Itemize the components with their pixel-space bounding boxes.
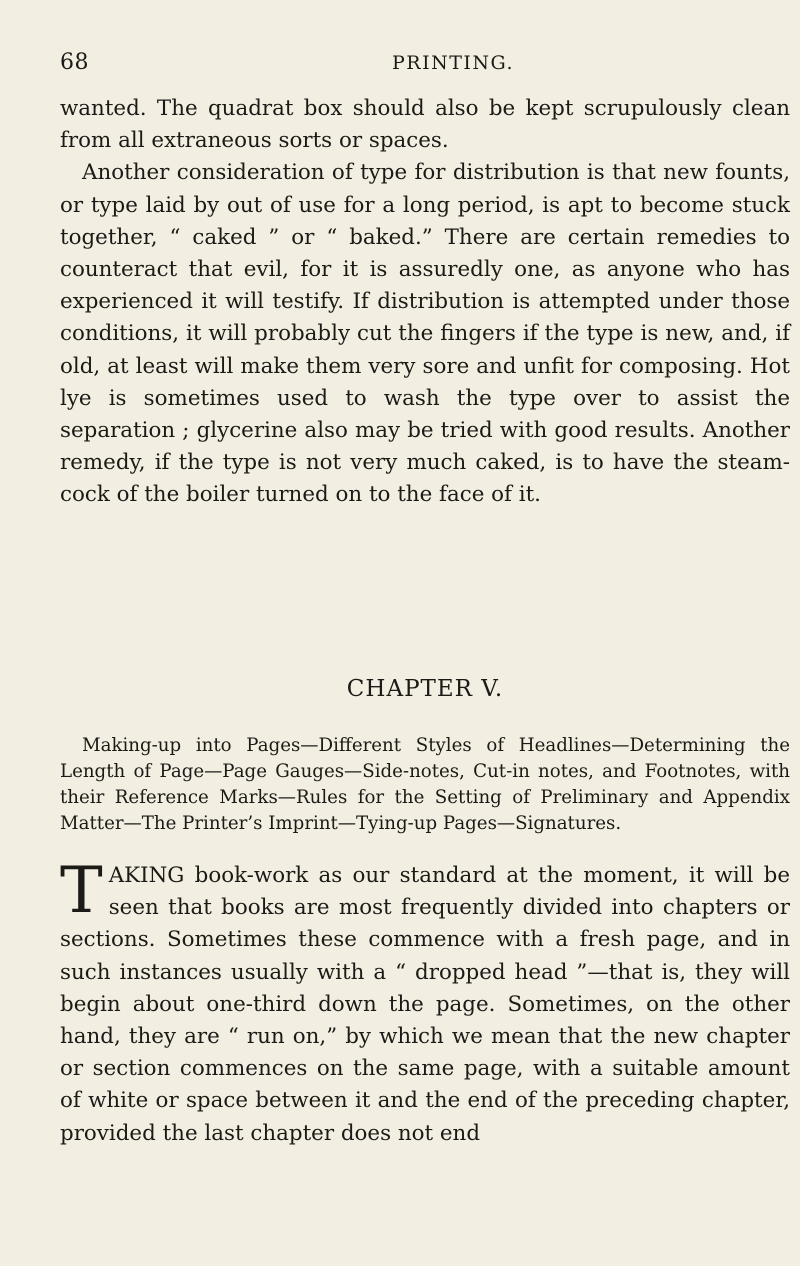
page-number: 68 xyxy=(60,50,89,75)
drop-cap: T xyxy=(60,854,103,928)
running-title: PRINTING. xyxy=(392,52,515,74)
body-text xyxy=(60,93,790,512)
chapter-heading: CHAPTER V. xyxy=(346,676,504,702)
paragraph xyxy=(60,854,790,1150)
running-head xyxy=(60,50,790,80)
opening-text: AKING book-work as our standard at the moment, it will be seen that books are most frequently divided into chapters or sections. Sometimes these commence with a fresh page, and in such instances usually with a “ dropped head ”—that is, they will begin about one-third down the page. Sometimes, on the other hand, they are “ run on,” by which we mean that the new chapter or section commences on the same page, with a suitable amount of white or space between it and the end of the preceding chapter, provided the last chapter does not end xyxy=(60,863,790,1146)
paragraph: Another consideration of type for distribution is that new founts, or type laid by out of use for a long period, is apt to become stuck together, “ caked ” or “ baked.” There are certain remedies to counteract that evil, for it is assuredly one, as anyone who has experienced it will testify. If distribution is attempted under those conditions, it will probably cut the fingers if the type is new, and, if old, at least will make them very sore and unfit for composing. Hot lye is sometimes used to wash the type over to assist the separation ; glycerine also may be tried with good results. Another remedy, if the type is not very much caked, is to have the steam-cock of the boiler turned on to the face of it. xyxy=(60,160,790,508)
chapter-synopsis: Making-up into Pages—Different Styles of Headlines—Determining the Length of Page—Page Gauges—Side-notes, Cut-in notes, and Footnotes, with their Reference Marks—Rules for the Setting of Preliminary and Appendix Matter—The Printer’s Imprint—Tying-up Pages—Signatures. xyxy=(60,735,790,834)
chapter-opening xyxy=(60,854,790,1150)
paragraph: wanted. The quadrat box should also be kept scrupulously clean from all extraneous sorts or spaces. xyxy=(60,96,790,154)
